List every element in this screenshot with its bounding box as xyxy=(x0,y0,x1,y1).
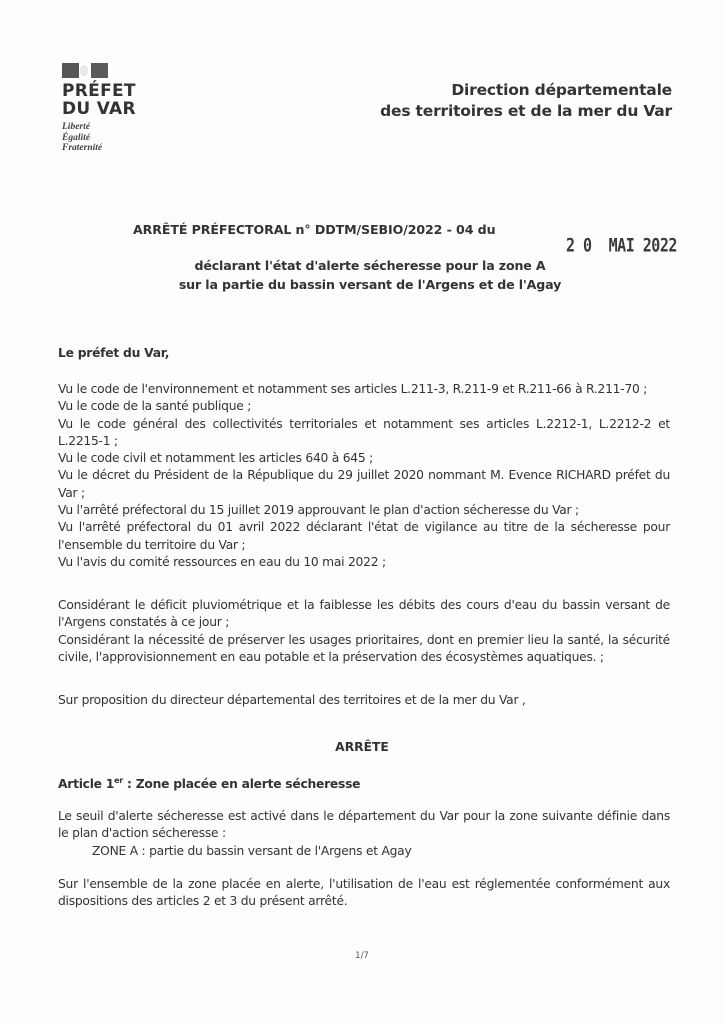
direction-line1: Direction départementale xyxy=(451,81,672,99)
arrete-subtitle xyxy=(140,256,600,294)
article-1-sup: er xyxy=(114,775,123,785)
page-number: 1/7 xyxy=(355,951,369,961)
considerant-list xyxy=(58,597,670,666)
preamble-opening: Le préfet du Var, xyxy=(58,346,170,360)
vu-list xyxy=(58,381,670,571)
logo-title-line1: PRÉFET xyxy=(62,81,136,101)
issuing-direction xyxy=(380,80,672,122)
vu-item: Vu l'arrêté préfectoral du 01 avril 2022 déclarant l'état de vigilance au titre de la sécheresse pour l'ensemble du territoire du Var ; xyxy=(58,520,670,552)
arrete-heading: ARRÊTE xyxy=(335,740,389,754)
subtitle-line1: déclarant l'état d'alerte sécheresse pour la zone A xyxy=(194,258,546,273)
motto-liberte: Liberté xyxy=(62,122,90,132)
motto-fraternite: Fraternité xyxy=(62,143,103,153)
vu-item: Vu le code de l'environnement et notamment ses articles L.211-3, R.211-9 et R.211-66 à R.211-70 ; xyxy=(58,382,648,396)
marianne-logo-icon xyxy=(62,63,108,78)
article-1-paragraph-2: Sur l'ensemble de la zone placée en alerte, l'utilisation de l'eau est réglementée conformément aux dispositions des articles 2 et 3 du présent arrêté. xyxy=(58,877,670,909)
subtitle-line2: sur la partie du bassin versant de l'Argens et de l'Agay xyxy=(178,277,562,292)
direction-line2: des territoires et de la mer du Var xyxy=(380,102,672,120)
vu-item: Vu le code civil et notamment les articles 640 à 645 ; xyxy=(58,451,373,466)
article-1-zone: ZONE A : partie du bassin versant de l'Argens et Agay xyxy=(92,844,412,858)
proposition-line: Sur proposition du directeur départemental des territoires et de la mer du Var , xyxy=(58,693,526,707)
vu-item: Vu le décret du Président de la République du 29 juillet 2020 nommant M. Evence RICHARD préfet du Var ; xyxy=(58,468,670,500)
article-1-paragraph-1: Le seuil d'alerte sécheresse est activé dans le département du Var pour la zone suivante définie dans le plan d'action sécheresse : xyxy=(58,809,670,841)
logo-title-line2: DU VAR xyxy=(62,99,136,119)
article-1-heading xyxy=(58,776,670,793)
motto-egalite: Égalité xyxy=(62,132,90,143)
republic-motto xyxy=(62,122,182,154)
article-1-label: Article 1 xyxy=(58,777,115,791)
vu-item: Vu le code de la santé publique ; xyxy=(58,399,252,414)
considerant-item: Considérant la nécessité de préserver les usages prioritaires, dont en premier lieu la santé, la sécurité civile, l'approvisionnement en eau potable et la préservation des écosystèmes aquatiques. ; xyxy=(58,632,670,664)
vu-item: Vu le code général des collectivités territoriales et notamment ses articles L.2212-1, L.2212-2 et L.2215-1 ; xyxy=(58,416,670,448)
date-stamp: 2 0 MAI 2022 xyxy=(566,234,677,257)
considerant-item: Considérant le déficit pluviométrique et la faiblesse les débits des cours d'eau du bassin versant de l'Argens constatés à ce jour ; xyxy=(58,598,670,630)
prefet-logo xyxy=(62,63,182,154)
vu-item: Vu l'arrêté préfectoral du 15 juillet 2019 approuvant le plan d'action sécheresse du Var ; xyxy=(58,503,579,518)
vu-item: Vu l'avis du comité ressources en eau du 10 mai 2022 ; xyxy=(58,554,386,569)
article-1-title: : Zone placée en alerte sécheresse xyxy=(122,777,361,791)
arrete-number: ARRÊTÉ PRÉFECTORAL n° DDTM/SEBIO/2022 - 04 du xyxy=(133,222,496,237)
